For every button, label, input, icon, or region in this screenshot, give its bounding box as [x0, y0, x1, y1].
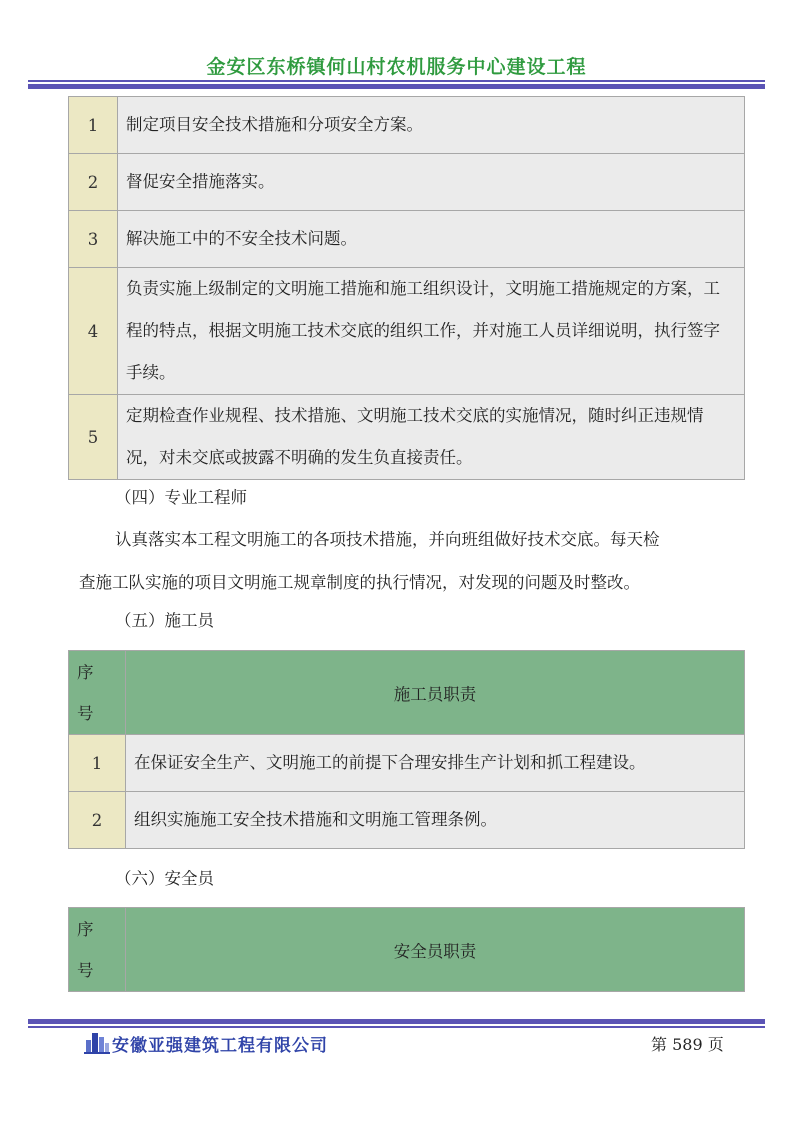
table-row [69, 154, 745, 211]
safety-officer-table [68, 907, 745, 992]
row-number: 2 [69, 154, 118, 211]
row-text: 解决施工中的不安全技术问题。 [118, 211, 745, 268]
header-serial-char: 号 [77, 960, 94, 980]
row-number: 5 [69, 395, 118, 480]
table-row [69, 211, 745, 268]
footer-company-name: 安徽亚强建筑工程有限公司 [112, 1036, 328, 1056]
building-logo-icon [84, 1030, 110, 1054]
row-number: 1 [69, 735, 126, 792]
row-text: 督促安全措施落实。 [118, 154, 745, 211]
row-text: 在保证安全生产、文明施工的前提下合理安排生产计划和抓工程建设。 [126, 735, 745, 792]
table-row [69, 792, 745, 849]
section-heading-construction-worker: （五）施工员 [115, 611, 214, 630]
responsibility-table-continued [68, 96, 745, 480]
header-rule-thin [28, 80, 765, 82]
header-serial-cell [69, 908, 126, 992]
row-text: 组织实施施工安全技术措施和文明施工管理条例。 [126, 792, 745, 849]
section-body-line: 查施工队实施的项目文明施工规章制度的执行情况，对发现的问题及时整改。 [79, 573, 640, 592]
section-heading-safety-officer: （六）安全员 [115, 869, 214, 888]
row-number: 4 [69, 268, 118, 395]
row-text: 负责实施上级制定的文明施工措施和施工组织设计，文明施工措施规定的方案，工程的特点，根据文明施工技术交底的组织工作，并对施工人员详细说明，执行签字手续。 [118, 268, 745, 395]
row-text: 制定项目安全技术措施和分项安全方案。 [118, 97, 745, 154]
table-row [69, 735, 745, 792]
table-row [69, 395, 745, 480]
page-number: 第 589 页 [651, 1035, 724, 1054]
section-body-line: 认真落实本工程文明施工的各项技术措施，并向班组做好技术交底。每天检 [115, 530, 660, 549]
table-row [69, 97, 745, 154]
construction-worker-table [68, 650, 745, 849]
row-number: 2 [69, 792, 126, 849]
footer-rule-thick [28, 1019, 765, 1024]
header-title-cell: 施工员职责 [126, 651, 745, 735]
row-number: 3 [69, 211, 118, 268]
header-serial-char: 序 [77, 662, 94, 682]
header-rule-thick [28, 84, 765, 89]
header-serial-char: 号 [77, 703, 94, 723]
document-header-title: 金安区东桥镇何山村农机服务中心建设工程 [206, 56, 587, 78]
row-text: 定期检查作业规程、技术措施、文明施工技术交底的实施情况，随时纠正违规情况，对未交底或披露不明确的发生负直接责任。 [118, 395, 745, 480]
table-header-row [69, 651, 745, 735]
table-row [69, 268, 745, 395]
footer-rule-thin [28, 1026, 765, 1028]
header-serial-char: 序 [77, 919, 94, 939]
table-header-row [69, 908, 745, 992]
section-heading-engineer: （四）专业工程师 [115, 488, 247, 507]
header-title-cell: 安全员职责 [126, 908, 745, 992]
header-serial-cell [69, 651, 126, 735]
row-number: 1 [69, 97, 118, 154]
